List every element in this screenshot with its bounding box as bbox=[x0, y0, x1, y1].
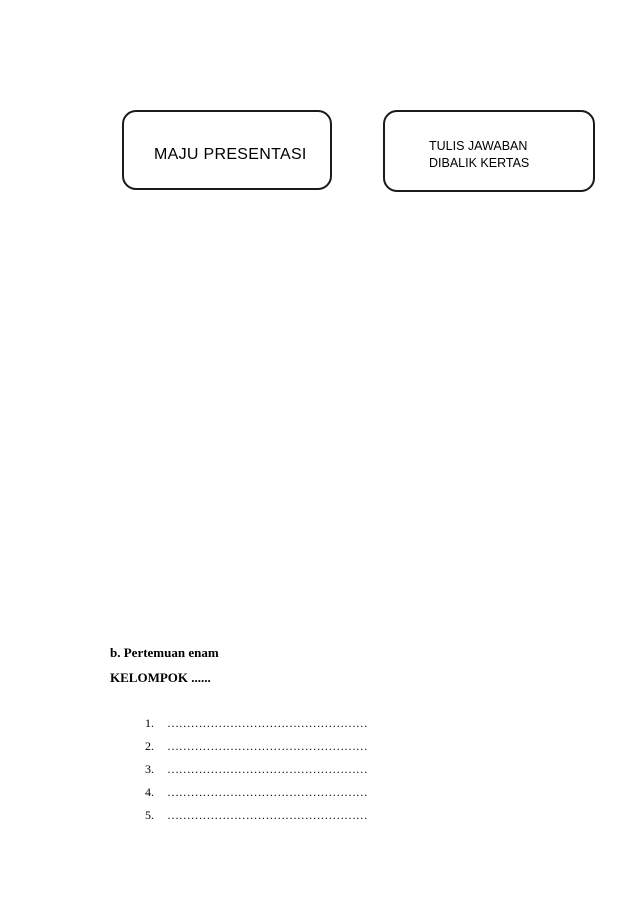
member-name-blank: …………………………………………… bbox=[167, 716, 368, 730]
presentation-label: MAJU PRESENTASI bbox=[154, 146, 307, 163]
member-name-blank: …………………………………………… bbox=[167, 808, 368, 822]
answer-instruction-text bbox=[429, 138, 529, 172]
member-number: 4. bbox=[145, 785, 154, 799]
member-list-item bbox=[145, 781, 368, 804]
member-list bbox=[145, 712, 368, 827]
member-name-blank: …………………………………………… bbox=[167, 762, 368, 776]
member-number: 5. bbox=[145, 808, 154, 822]
member-name-blank: …………………………………………… bbox=[167, 785, 368, 799]
member-list-item bbox=[145, 712, 368, 735]
answer-instruction-line-1: TULIS JAWABAN bbox=[429, 139, 528, 153]
member-name-blank: …………………………………………… bbox=[167, 739, 368, 753]
answer-instruction-line-2: DIBALIK KERTAS bbox=[429, 156, 530, 170]
answer-instruction-box bbox=[383, 110, 595, 192]
presentation-box bbox=[122, 110, 332, 190]
group-label: KELOMPOK ...... bbox=[110, 670, 211, 685]
member-number: 3. bbox=[145, 762, 154, 776]
member-list-item bbox=[145, 735, 368, 758]
section-heading: b. Pertemuan enam bbox=[110, 645, 219, 660]
member-list-item bbox=[145, 804, 368, 827]
member-number: 2. bbox=[145, 739, 154, 753]
member-list-item bbox=[145, 758, 368, 781]
member-number: 1. bbox=[145, 716, 154, 730]
